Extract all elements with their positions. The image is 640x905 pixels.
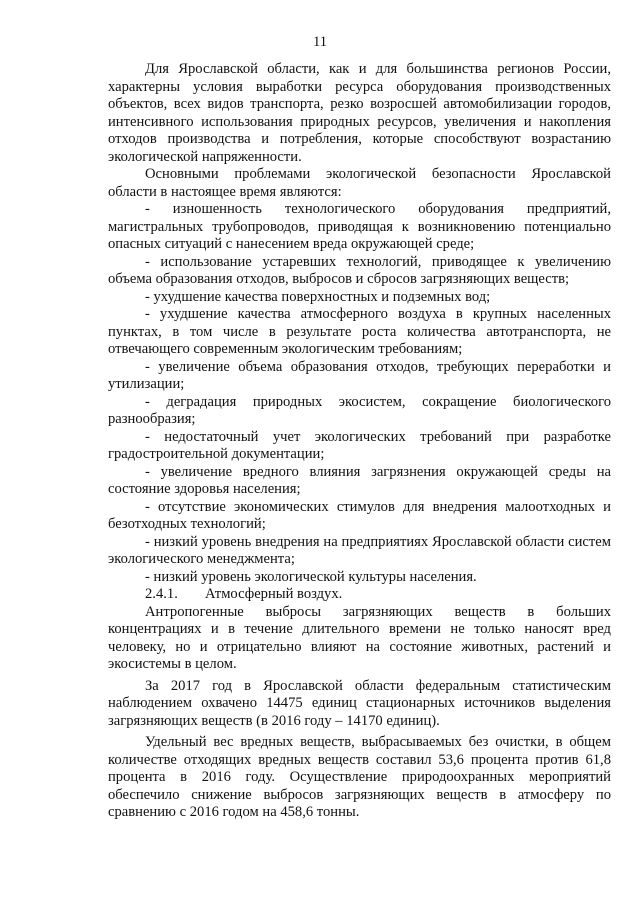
problem-item: - низкий уровень экологической культуры населения. [145,568,477,585]
problem-item: - недостаточный учет экологических требований при разработке градостроительной документации; [108,428,611,462]
section-paragraph: За 2017 год в Ярославской области федеральным статистическим наблюдением охвачено 14475 единиц стационарных источников выделения загрязняющих веществ (в 2016 году – 14170 единиц). [108,677,611,729]
problem-item: - ухудшение качества поверхностных и подземных вод; [145,288,491,305]
problem-item: - деградация природных экосистем, сокращение биологического разнообразия; [108,393,611,427]
section-number: 2.4.1. [145,586,178,602]
problems-intro-paragraph: Основными проблемами экологической безопасности Ярославской области в настоящее время являются: [108,166,611,200]
problem-item: - отсутствие экономических стимулов для внедрения малоотходных и безотходных технологий; [108,498,611,532]
problem-item: - использование устаревших технологий, приводящее к увеличению объема образования отходов, выбросов и сбросов загрязняющих веществ; [108,253,611,287]
intro-paragraph: Для Ярославской области, как и для большинства регионов России, характерны условия выработки ресурса оборудования производственных объектов, всех видов транспорта, резко возросшей автомобилизации городов, интенсивного использования природных ресурсов, увеличения и накопления отходов производства и потребления, которые способствуют возрастанию экологической напряженности. [108,61,611,165]
problem-item: - увеличение объема образования отходов, требующих переработки и утилизации; [108,358,611,392]
section-title: Атмосферный воздух. [205,586,343,602]
problem-item: - увеличение вредного влияния загрязнения окружающей среды на состояние здоровья населения; [108,463,611,497]
problem-item: - изношенность технологического оборудования предприятий, магистральных трубопроводов, приводящая к возникновению потенциально опасных ситуаций с нанесением вреда окружающей среде; [108,201,611,252]
document-body [108,61,611,822]
problem-item: - низкий уровень внедрения на предприятиях Ярославской области систем экологического менеджмента; [108,533,611,567]
section-heading [108,586,611,604]
section-paragraph: Удельный вес вредных веществ, выбрасываемых без очистки, в общем количестве отходящих вредных веществ составил 53,6 процента против 61,8 процента в 2016 году. Осуществление природоохранных мероприятий обеспечило снижение выбросов загрязняющих веществ в атмосферу по сравнению с 2016 годом на 458,6 тонны. [108,734,611,820]
page-number: 11 [312,34,328,50]
problem-item: - ухудшение качества атмосферного воздуха в крупных населенных пунктах, в том числе в результате роста количества автотранспорта, не отвечающего современным экологическим требованиям; [108,306,611,357]
section-paragraph: Антропогенные выбросы загрязняющих веществ в больших концентрациях и в течение длительного времени не только наносят вред человеку, но и отрицательно влияют на состояние животных, растений и экосистемы в целом. [108,603,611,672]
